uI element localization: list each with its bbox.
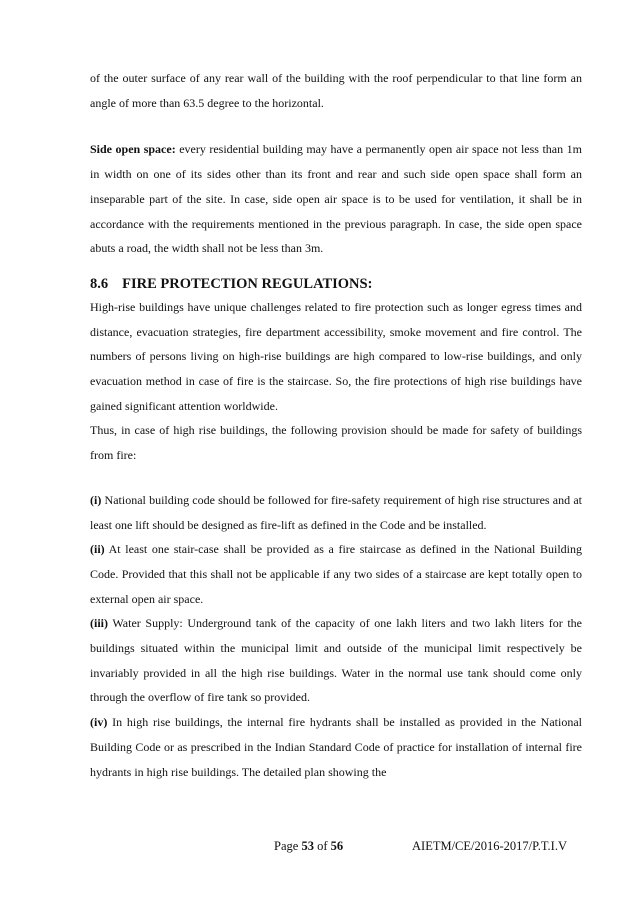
side-open-space-paragraph (90, 137, 582, 261)
intro-paragraph: High-rise buildings have unique challenges related to fire protection such as longer egress times and distance, evacuation strategies, fire department accessibility, smoke movement and fire control. The numbers of persons living on high-rise buildings are high compared to low-rise buildings, and only evacuation method in case of fire is the staircase. So, the fire protections of high rise buildings have gained significant attention worldwide. (90, 299, 582, 413)
side-open-space-text: every residential building may have a permanently open air space not less than 1m in width on one of its sides other than its front and rear and such side open space shall form an inseparable part of the site. In case, side open air space is to be used for ventilation, it shall be in accordance with the requirements mentioned in the previous paragraph. In case, the side open space abuts a road, the width shall not be less than 3m. (90, 142, 582, 256)
list-item (90, 611, 582, 710)
continuation-paragraph: of the outer surface of any rear wall of the building with the roof perpendicular to that line form an angle of more than 63.5 degree to the horizontal. (90, 71, 582, 110)
paragraph-spacer (90, 261, 582, 273)
page-current: 53 (301, 839, 314, 853)
list-item (90, 488, 582, 537)
list-item-marker: (iv) (90, 715, 108, 730)
paragraph-spacer (90, 115, 582, 137)
page-body (90, 66, 582, 784)
page-prefix: Page (274, 839, 302, 853)
provision-paragraph: Thus, in case of high rise buildings, the following provision should be made for safety of buildings from fire: (90, 423, 582, 463)
list-item-text: In high rise buildings, the internal fire hydrants shall be installed as provided in the National Building Code or as prescribed in the Indian Standard Code of practice for installation of internal fire hydrants in high rise buildings. The detailed plan showing the (90, 715, 582, 779)
list-item-text: Water Supply: Underground tank of the capacity of one lakh liters and two lakh liters for the buildings situated within the municipal limit and outside of the municipal limit respectively be invariably provided in all the high rise buildings. Water in the normal use tank should come only through the overflow of fire tank so provided. (90, 616, 582, 705)
section-heading (90, 273, 582, 295)
list-item-marker: (iii) (90, 616, 108, 631)
list-item (90, 710, 582, 784)
paragraph-spacer (90, 468, 582, 488)
page-of: of (313, 839, 331, 853)
list-item (90, 537, 582, 611)
list-item-marker: (ii) (90, 542, 105, 557)
list-item-text: At least one stair-case shall be provided as a fire staircase as defined in the National Building Code. Provided that this shall not be applicable if any two sides of a staircase are kept totally open to external open air space. (90, 542, 582, 606)
section-title: FIRE PROTECTION REGULATIONS: (122, 275, 373, 292)
page-total: 56 (330, 839, 344, 853)
side-open-space-label: Side open space: (90, 142, 176, 157)
list-item-text: National building code should be followed for fire-safety requirement of high rise structures and at least one lift should be designed as fire-lift as defined in the Code and be installed. (90, 492, 582, 532)
page-number (274, 838, 343, 854)
section-number: 8.6 (90, 275, 109, 292)
list-item-marker: (i) (90, 492, 102, 507)
document-reference: AIETM/CE/2016-2017/P.T.I.V (412, 839, 567, 853)
